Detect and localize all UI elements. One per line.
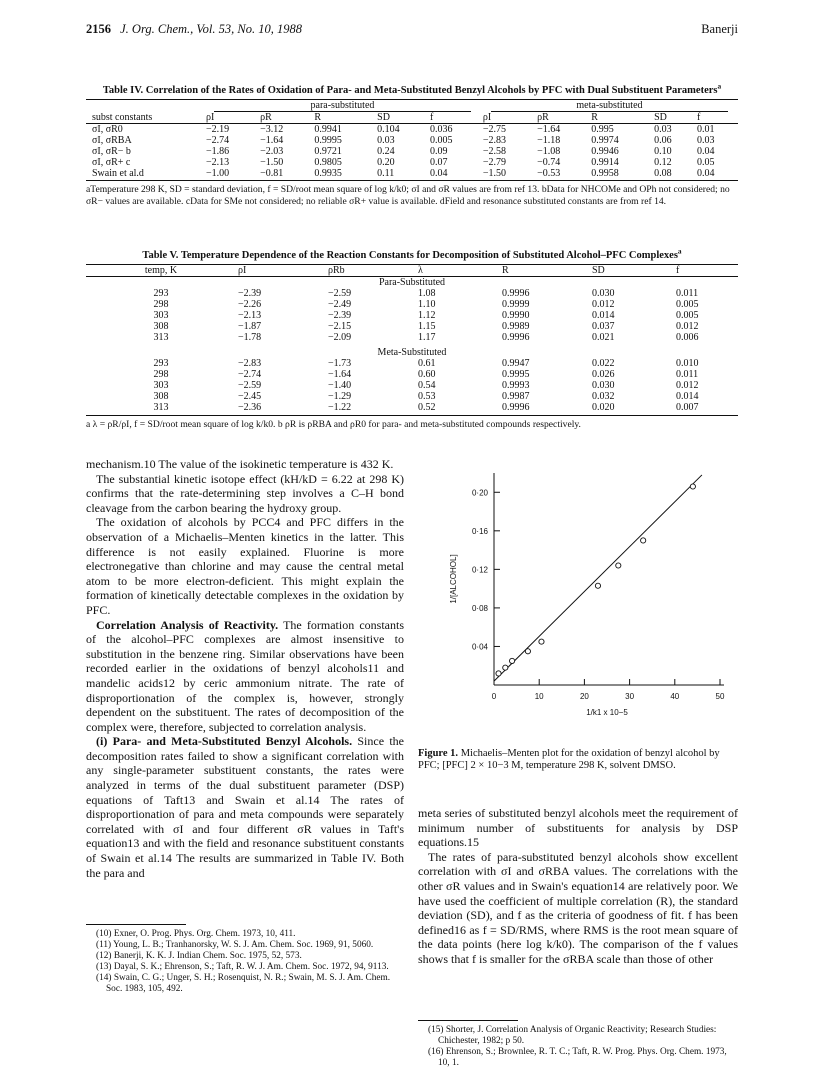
- table-cell: 0.60: [418, 369, 436, 380]
- table-cell: 0.54: [418, 380, 436, 391]
- table-cell: −2.74: [206, 135, 230, 146]
- table-cell: 0.9996: [502, 288, 530, 299]
- y-tick-label: 0·08: [471, 603, 488, 613]
- table-cell: 0.03: [654, 124, 672, 135]
- table-cell: −0.53: [537, 168, 561, 179]
- data-point: [503, 665, 508, 670]
- table-row: [86, 358, 738, 369]
- table-cell: 0.011: [676, 288, 699, 299]
- y-tick-label: 0·20: [471, 488, 488, 498]
- table-cell: 0.04: [697, 146, 715, 157]
- table-cell: 0.9996: [502, 332, 530, 343]
- table-cell: −1.50: [482, 168, 507, 179]
- table-iv: [86, 81, 738, 207]
- table-cell: 0.006: [676, 332, 699, 343]
- table-cell: 0.9999: [502, 299, 530, 310]
- table-cell: 0.037: [592, 321, 615, 332]
- table-iv-col-header: ρI: [206, 112, 215, 123]
- table-cell: 0.032: [592, 391, 615, 402]
- table-cell: 0.005: [430, 135, 453, 146]
- table-iv-para-header: para-substituted: [214, 100, 471, 112]
- table-cell: −1.00: [206, 168, 230, 179]
- table-row: [86, 402, 738, 413]
- table-cell: 0.01: [697, 124, 715, 135]
- table-cell: 0.9995: [502, 369, 530, 380]
- table-iv-col-header: R: [314, 112, 321, 123]
- table-cell: 0.9914: [591, 157, 619, 168]
- table-cell: 308: [153, 321, 169, 332]
- y-tick-label: 0·04: [471, 642, 488, 652]
- y-tick-label: 0·16: [471, 526, 488, 536]
- table-v-col-header: temp, K: [144, 265, 178, 276]
- table-cell: −1.78: [238, 332, 262, 343]
- table-iv-grid: [86, 99, 738, 179]
- table-row: [86, 135, 738, 146]
- table-cell: −0.74: [537, 157, 561, 168]
- table-cell: 313: [153, 402, 169, 413]
- data-point: [496, 671, 501, 676]
- table-iv-footnote: aTemperature 298 K, SD = standard deviation, f = SD/root mean square of log k/k0; σI and σR values are from ref 13. bData for NHCOMe and OPh not considered; no σR− values are available. cData for SMe not considered; no reliable σR+ value is available. dField and resonance substituted constants are from ref 14.: [86, 184, 730, 207]
- table-cell: 0.011: [676, 369, 699, 380]
- table-cell: 0.03: [697, 135, 715, 146]
- table-iv-col-header: ρI: [482, 112, 492, 123]
- table-cell: 0.9721: [314, 146, 342, 157]
- table-cell: 0.9946: [591, 146, 619, 157]
- table-cell: 0.08: [654, 168, 672, 179]
- table-cell: 0.026: [592, 369, 615, 380]
- table-cell: 0.9947: [502, 358, 530, 369]
- x-axis-label: 1/k1 x 10−5: [586, 708, 628, 717]
- table-cell: −1.64: [260, 135, 284, 146]
- table-cell: 0.030: [592, 288, 615, 299]
- table-iv-caption: Table IV. Correlation of the Rates of Oxidation of Para- and Meta-Substituted Benzyl Alcohols by PFC with Dual Substituent Parameters$^a$: [102, 81, 722, 96]
- table-iv-col-subst: subst constants: [92, 112, 153, 123]
- table-cell: 0.03: [377, 135, 395, 146]
- table-cell: 0.9995: [314, 135, 342, 146]
- table-v-col-header: ρRb: [328, 265, 345, 276]
- data-point: [525, 649, 530, 654]
- paragraph: (i) Para- and Meta-Substituted Benzyl Alcohols. Since the decomposition rates failed to show a significant correlation with any single-parameter substituent constants, the rates were analyzed in terms of the dual substituent parameter (DSP) equations of Taft13 and Swain et al.14 The rates of disproportionation of para and meta compounds were separately correlated with σI and four different σR values in Taft's equation13 and with the field and resonance substituent constants of Swain et al.14 The results are summarized in Table IV. Both the para and: [86, 734, 404, 880]
- table-cell: 0.012: [676, 321, 699, 332]
- table-cell: −2.39: [328, 310, 352, 321]
- x-tick-label: 0: [491, 692, 497, 701]
- table-row: [86, 310, 738, 321]
- table-cell: 0.9935: [314, 168, 342, 179]
- table-cell: −2.13: [206, 157, 230, 168]
- table-iv-col-header: ρR: [537, 112, 549, 123]
- table-cell: 313: [153, 332, 169, 343]
- table-cell: −2.74: [238, 369, 262, 380]
- table-cell: 0.014: [676, 391, 699, 402]
- table-cell: 0.005: [676, 310, 699, 321]
- table-cell: 298: [153, 369, 169, 380]
- paragraph: mechanism.10 The value of the isokinetic temperature is 432 K.: [86, 457, 394, 471]
- table-cell: 298: [153, 299, 169, 310]
- table-cell: 0.012: [676, 380, 699, 391]
- table-v-col-header: SD: [592, 265, 605, 276]
- table-v-caption: Table V. Temperature Dependence of the Reaction Constants for Decomposition of Substituted Alcohol–PFC Complexes$^a$: [142, 246, 682, 261]
- table-cell: 0.9996: [502, 402, 530, 413]
- table-cell: 0.005: [676, 299, 699, 310]
- table-cell: −1.64: [328, 369, 352, 380]
- table-cell: −1.08: [537, 146, 561, 157]
- table-cell: 303: [153, 380, 169, 391]
- table-cell: −1.50: [260, 157, 284, 168]
- x-tick-label: 30: [625, 692, 635, 701]
- table-cell: 0.9993: [502, 380, 530, 391]
- table-cell: 308: [153, 391, 169, 402]
- table-cell: −1.86: [206, 146, 230, 157]
- table-cell: −2.15: [328, 321, 352, 332]
- reference-item: (10) Exner, O. Prog. Phys. Org. Chem. 1973, 10, 411.: [96, 929, 296, 939]
- table-cell: −2.26: [238, 299, 262, 310]
- paragraph: The oxidation of alcohols by PCC4 and PFC differs in the observation of a Michaelis–Menten kinetics in the latter. This difference is not easily explained. Fluorine is more electronegative than chlorine and may cause the central metal atom to be more electron-deficient. This might explain the formation of kinetically detectable complexes in the oxidation by PFC.: [86, 515, 404, 617]
- table-row: [86, 288, 738, 299]
- table-cell: 303: [153, 310, 169, 321]
- table-cell: 0.53: [418, 391, 436, 402]
- data-point: [690, 484, 695, 489]
- table-row: [86, 391, 738, 402]
- figure-1-caption: Figure 1. Michaelis–Menten plot for the oxidation of benzyl alcohol by PFC; [PFC] 2 × 10−3 M, temperature 298 K, solvent DMSO.: [418, 748, 720, 771]
- reference-item: (16) Ehrenson, S.; Brownlee, R. T. C.; Taft, R. W. Prog. Phys. Org. Chem. 1973, 10, 1.: [428, 1047, 727, 1068]
- table-cell: −2.13: [238, 310, 262, 321]
- table-cell: 0.11: [377, 168, 395, 179]
- reference-item: (15) Shorter, J. Correlation Analysis of Organic Reactivity; Research Studies: Chichester, 1982; p 50.: [428, 1025, 717, 1046]
- table-cell: 1.08: [418, 288, 436, 299]
- table-cell: −1.29: [328, 391, 352, 402]
- body-left-column: [86, 457, 404, 880]
- table-cell: 0.012: [592, 299, 615, 310]
- paragraph: The substantial kinetic isotope effect (kH/kD = 6.22 at 298 K) confirms that the rate-determining step involves a C–H bond cleavage from the carbon bearing the hydroxy group.: [86, 471, 404, 515]
- table-v-grid: [86, 264, 738, 413]
- paragraph: Correlation Analysis of Reactivity. The formation constants of the alcohol–PFC complexes are almost insensitive to substitution in the benzene ring. Similar observations have been recorded earlier in the oxidations of benzyl alcohols11 and mandelic acids12 by ceric ammonium nitrate. The rate of disproportionation of the complex is, however, strongly dependent on the substituent. The rates of decomposition of the complex were, therefore, subjected to correlation analysis.: [86, 617, 404, 734]
- table-cell: 0.9805: [314, 157, 342, 168]
- table-cell: 0.007: [676, 402, 699, 413]
- table-cell: 1.15: [418, 321, 436, 332]
- y-tick-label: 0·12: [471, 565, 488, 575]
- table-cell: −3.12: [260, 124, 284, 135]
- table-cell: −2.79: [482, 157, 507, 168]
- table-cell: 0.05: [697, 157, 715, 168]
- table-iv-col-header: f: [430, 112, 434, 123]
- table-cell: 0.014: [592, 310, 615, 321]
- table-cell: 0.06: [654, 135, 672, 146]
- table-cell: −2.49: [328, 299, 352, 310]
- table-cell: −2.09: [328, 332, 352, 343]
- table-iv-col-header: SD: [654, 112, 667, 123]
- table-cell: 0.036: [430, 124, 453, 135]
- x-tick-label: 20: [579, 692, 589, 701]
- table-row: [86, 369, 738, 380]
- table-cell: −2.59: [328, 288, 352, 299]
- data-point: [641, 538, 646, 543]
- table-cell: −2.19: [206, 124, 230, 135]
- data-point: [539, 639, 544, 644]
- table-cell: −1.64: [537, 124, 561, 135]
- table-cell: 293: [153, 288, 169, 299]
- table-v-col-header: R: [502, 265, 509, 276]
- table-cell: −1.87: [238, 321, 262, 332]
- table-cell: 1.10: [418, 299, 436, 310]
- y-axis-label: 1/[ALCOHOL]: [449, 554, 458, 604]
- table-iv-col-header: f: [697, 112, 701, 123]
- table-cell: 1.17: [418, 332, 436, 343]
- table-iv-col-header: ρR: [260, 112, 272, 123]
- table-row: [86, 146, 738, 157]
- table-v-meta-label: Meta-Substituted: [377, 347, 447, 358]
- table-cell: −2.59: [238, 380, 262, 391]
- table-cell: 0.20: [377, 157, 395, 168]
- table-cell: 293: [153, 358, 169, 369]
- table-v-footnote: a λ = ρR/ρI, f = SD/root mean square of log k/k0. b ρR is ρRBA and ρR0 for para- and meta-substituted compounds respectively.: [86, 419, 581, 430]
- body-right-column: [418, 806, 738, 967]
- table-row: [86, 332, 738, 343]
- table-row: [86, 380, 738, 391]
- table-cell: 0.12: [654, 157, 672, 168]
- x-tick-label: 40: [670, 692, 680, 701]
- table-v: [86, 246, 738, 431]
- table-cell: 0.020: [592, 402, 615, 413]
- table-row-label: σI, σR+ c: [92, 157, 131, 168]
- table-v-col-header: ρI: [238, 265, 247, 276]
- table-cell: 0.104: [377, 124, 400, 135]
- reference-item: (12) Banerji, K. K. J. Indian Chem. Soc. 1975, 52, 573.: [96, 951, 302, 961]
- table-cell: −1.40: [328, 380, 352, 391]
- table-row: [86, 321, 738, 332]
- table-row: [86, 168, 738, 179]
- table-cell: 0.61: [418, 358, 436, 369]
- data-point: [616, 563, 621, 568]
- references-right: [418, 1020, 738, 1069]
- figure-1-plot: [418, 465, 740, 727]
- table-cell: 0.9987: [502, 391, 530, 402]
- data-point: [595, 583, 600, 588]
- table-iv-meta-header: meta-substituted: [491, 100, 729, 112]
- table-v-col-header: f: [676, 265, 680, 276]
- table-cell: 0.04: [697, 168, 715, 179]
- table-cell: 0.9941: [314, 124, 342, 135]
- table-cell: −2.39: [238, 288, 262, 299]
- table-cell: −2.75: [482, 124, 507, 135]
- table-cell: 0.09: [430, 146, 448, 157]
- reference-item: (14) Swain, C. G.; Unger, S. H.; Rosenquist, N. R.; Swain, M. S. J. Am. Chem. Soc. 1983, 105, 492.: [96, 973, 391, 994]
- table-cell: 0.022: [592, 358, 615, 369]
- table-cell: 1.12: [418, 310, 436, 321]
- table-cell: −2.83: [482, 135, 507, 146]
- table-row: [86, 157, 738, 168]
- table-row: [86, 124, 738, 136]
- table-cell: 0.07: [430, 157, 448, 168]
- table-cell: −2.03: [260, 146, 284, 157]
- paragraph: meta series of substituted benzyl alcohols meet the requirement of minimum number of substituents for analysis by DSP equations.15: [418, 806, 738, 850]
- section-heading: Correlation Analysis of Reactivity.: [96, 617, 279, 632]
- table-cell: 0.030: [592, 380, 615, 391]
- x-tick-label: 50: [715, 692, 725, 701]
- table-cell: 0.021: [592, 332, 615, 343]
- page-number: 2156: [86, 22, 111, 36]
- table-cell: −1.22: [328, 402, 352, 413]
- table-iv-col-header: SD: [377, 112, 390, 123]
- table-cell: 0.9974: [591, 135, 619, 146]
- table-cell: −0.81: [260, 168, 284, 179]
- table-cell: 0.04: [430, 168, 448, 179]
- table-cell: 0.24: [377, 146, 395, 157]
- table-cell: −1.18: [537, 135, 561, 146]
- table-cell: 0.52: [418, 402, 436, 413]
- reference-item: (11) Young, L. B.; Tranhanorsky, W. S. J. Am. Chem. Soc. 1969, 91, 5060.: [96, 940, 374, 950]
- running-header: [86, 22, 738, 37]
- table-cell: 0.9990: [502, 310, 530, 321]
- x-tick-label: 10: [534, 692, 544, 701]
- running-author: Banerji: [701, 22, 738, 36]
- table-cell: 0.010: [676, 358, 699, 369]
- table-cell: 0.9958: [591, 168, 619, 179]
- table-cell: 0.10: [654, 146, 672, 157]
- references-left: [86, 924, 404, 995]
- table-row-label: Swain et al.d: [92, 168, 144, 179]
- table-cell: −2.58: [482, 146, 507, 157]
- table-row: [86, 299, 738, 310]
- section-heading: (i) Para- and Meta-Substituted Benzyl Alcohols.: [96, 734, 353, 749]
- table-v-col-header: λ: [418, 265, 423, 276]
- paragraph: The rates of para-substituted benzyl alcohols show excellent correlation with σI and σRBA values. The correlations with the other σR values and in Swain's equation14 are relatively poor. We have used the coefficient of multiple correlation (R), the standard deviation (SD), and f as the criteria of goodness of fit. f has been defined16 as f = SD/RMS, where RMS is the root mean square of the data points (here log k/k0). The comparison of the f values shows that f is smaller for the σRBA scale than those of other: [418, 849, 738, 966]
- table-row-label: σI, σR− b: [92, 146, 131, 157]
- table-iv-col-header: R: [591, 112, 598, 123]
- table-cell: −1.73: [328, 358, 352, 369]
- table-row-label: σI, σRBA: [92, 135, 132, 146]
- table-row-label: σI, σR0: [92, 124, 123, 135]
- journal-citation: J. Org. Chem., Vol. 53, No. 10, 1988: [120, 22, 302, 36]
- table-cell: −2.45: [238, 391, 262, 402]
- table-v-para-label: Para-Substituted: [378, 277, 446, 288]
- table-cell: −2.83: [238, 358, 262, 369]
- table-cell: −2.36: [238, 402, 262, 413]
- table-cell: 0.995: [591, 124, 614, 135]
- data-point: [509, 658, 514, 663]
- reference-item: (13) Dayal, S. K.; Ehrenson, S.; Taft, R. W. J. Am. Chem. Soc. 1972, 94, 9113.: [96, 962, 389, 972]
- table-cell: 0.9989: [502, 321, 530, 332]
